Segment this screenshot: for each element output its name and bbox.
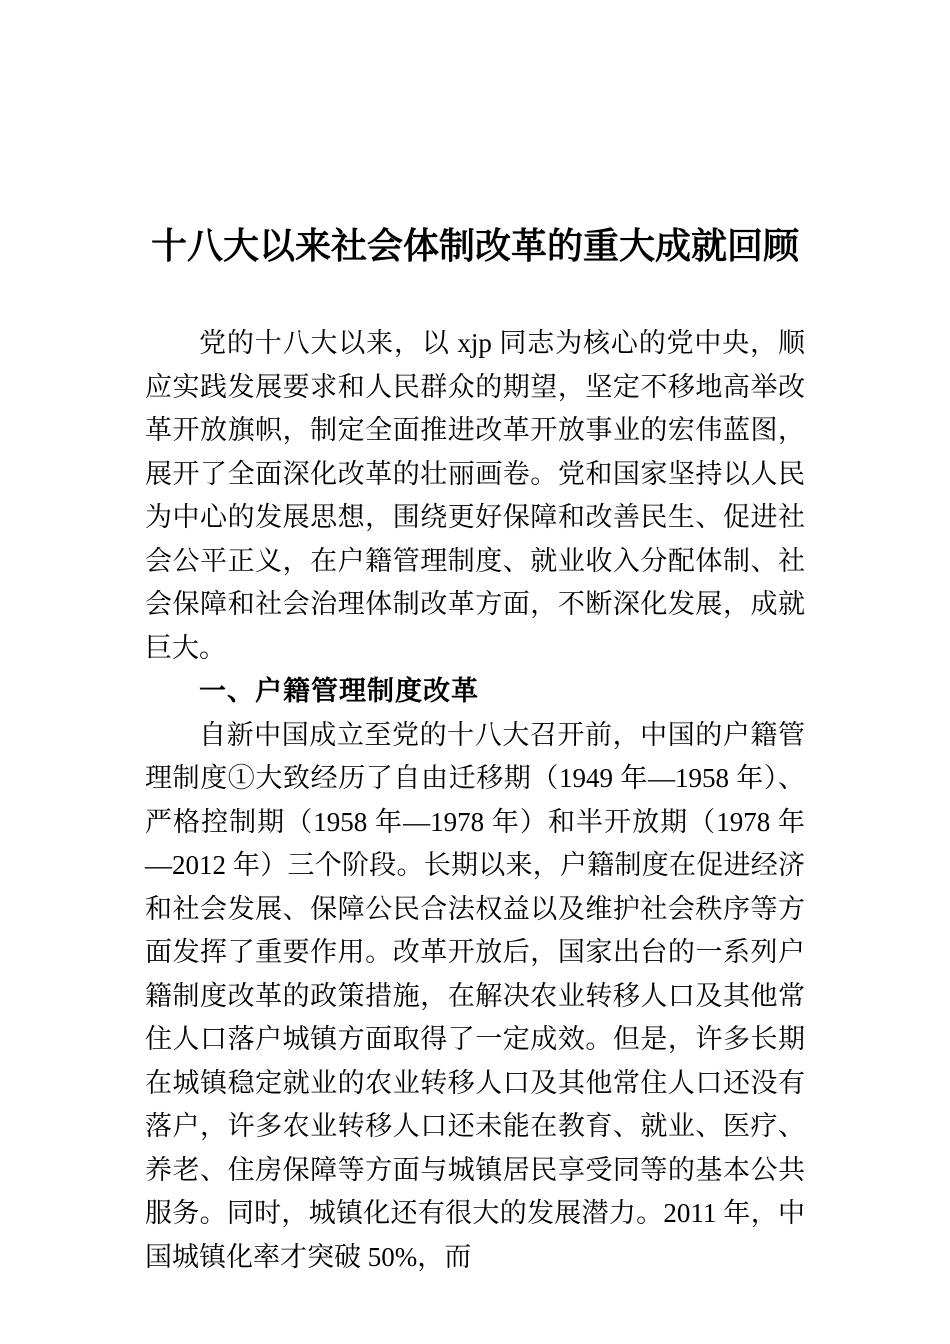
- paragraph-household-registration-history: 自新中国成立至党的十八大召开前，中国的户籍管理制度①大致经历了自由迁移期（1949 年—1958 年）、严格控制期（1958 年—1978 年）和半开放期（1978 年—2012 年）三个阶段。长期以来，户籍制度在促进经济和社会发展、保障公民合法权益以及维护社会秩序等方面发挥了重要作用。改革开放后，国家出台的一系列户籍制度改革的政策措施，在解决农业转移人口及其他常住人口落户城镇方面取得了一定成效。但是，许多长期在城镇稳定就业的农业转移人口及其他常住人口还没有落户，许多农业转移人口还未能在教育、就业、医疗、养老、住房保障等方面与城镇居民享受同等的基本公共服务。同时，城镇化还有很大的发展潜力。2011 年，中国城镇化率才突破 50%，而: [145, 719, 805, 1272]
- document-title: 十八大以来社会体制改革的重大成就回顾: [150, 226, 799, 266]
- section-heading-household-registration-reform: 一、户籍管理制度改革: [199, 676, 479, 706]
- paragraph-intro: 党的十八大以来，以 xjp 同志为核心的党中央，顺应实践发展要求和人民群众的期望，坚定不移地高举改革开放旗帜，制定全面推进改革开放事业的宏伟蓝图，展开了全面深化改革的壮丽画卷。党和国家坚持以人民为中心的发展思想，围绕更好保障和改善民生、促进社会公平正义，在户籍管理制度、就业收入分配体制、社会保障和社会治理体制改革方面，不断深化发展，成就巨大。: [145, 328, 805, 663]
